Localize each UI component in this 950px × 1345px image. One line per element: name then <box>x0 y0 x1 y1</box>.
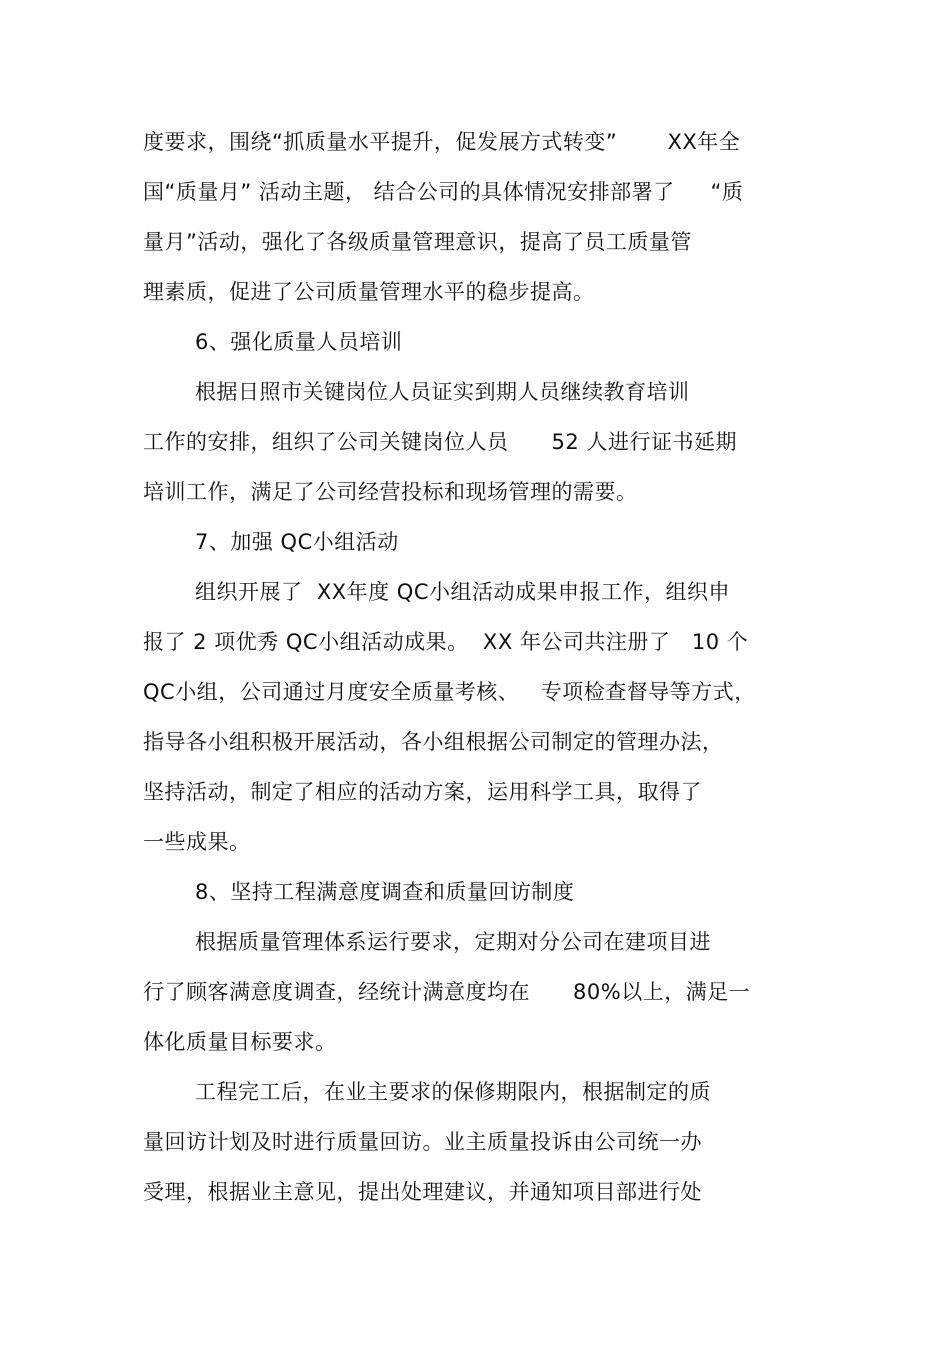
paragraph-line-18: 量回访计划及时进行质量回访。业主质量投诉由公司统一办 <box>143 1130 702 1154</box>
section-heading-7: 7、加强 QC小组活动 <box>195 530 399 554</box>
section-heading-8: 8、坚持工程满意度调查和质量回访制度 <box>195 880 575 904</box>
paragraph-line-7: 培训工作，满足了公司经营投标和现场管理的需要。 <box>143 480 638 504</box>
paragraph-line-2: 国“质量月” 活动主题， 结合公司的具体情况安排部署了 “质 <box>143 180 744 204</box>
paragraph-line-13: 一些成果。 <box>143 830 251 854</box>
paragraph-line-17: 工程完工后，在业主要求的保修期限内，根据制定的质 <box>195 1080 711 1104</box>
section-heading-6: 6、强化质量人员培训 <box>195 330 403 354</box>
paragraph-line-8: 组织开展了 XX年度 QC小组活动成果申报工作，组织申 <box>195 580 730 604</box>
paragraph-line-19: 受理，根据业主意见，提出处理建议，并通知项目部进行处 <box>143 1180 702 1204</box>
paragraph-line-3: 量月”活动，强化了各级质量管理意识，提高了员工质量管 <box>143 230 692 254</box>
paragraph-line-15: 行了顾客满意度调查，经统计满意度均在 80%以上，满足一 <box>143 980 751 1004</box>
paragraph-line-6: 工作的安排，组织了公司关键岗位人员 52 人进行证书延期 <box>143 430 737 454</box>
paragraph-line-12: 坚持活动，制定了相应的活动方案，运用科学工具，取得了 <box>143 780 702 804</box>
paragraph-line-5: 根据日照市关键岗位人员证实到期人员继续教育培训 <box>195 380 690 404</box>
paragraph-line-14: 根据质量管理体系运行要求，定期对分公司在建项目进 <box>195 930 711 954</box>
paragraph-line-16: 体化质量目标要求。 <box>143 1030 337 1054</box>
paragraph-line-10: QC小组，公司通过月度安全质量考核、 专项检查督导等方式， <box>143 680 756 704</box>
paragraph-line-1: 度要求，围绕“抓质量水平提升，促发展方式转变” XX年全 <box>143 130 741 154</box>
paragraph-line-9: 报了 2 项优秀 QC小组活动成果。 XX 年公司共注册了 10 个 <box>143 630 749 654</box>
paragraph-line-11: 指导各小组积极开展活动，各小组根据公司制定的管理办法， <box>143 730 724 754</box>
paragraph-line-4: 理素质，促进了公司质量管理水平的稳步提高。 <box>143 280 595 304</box>
